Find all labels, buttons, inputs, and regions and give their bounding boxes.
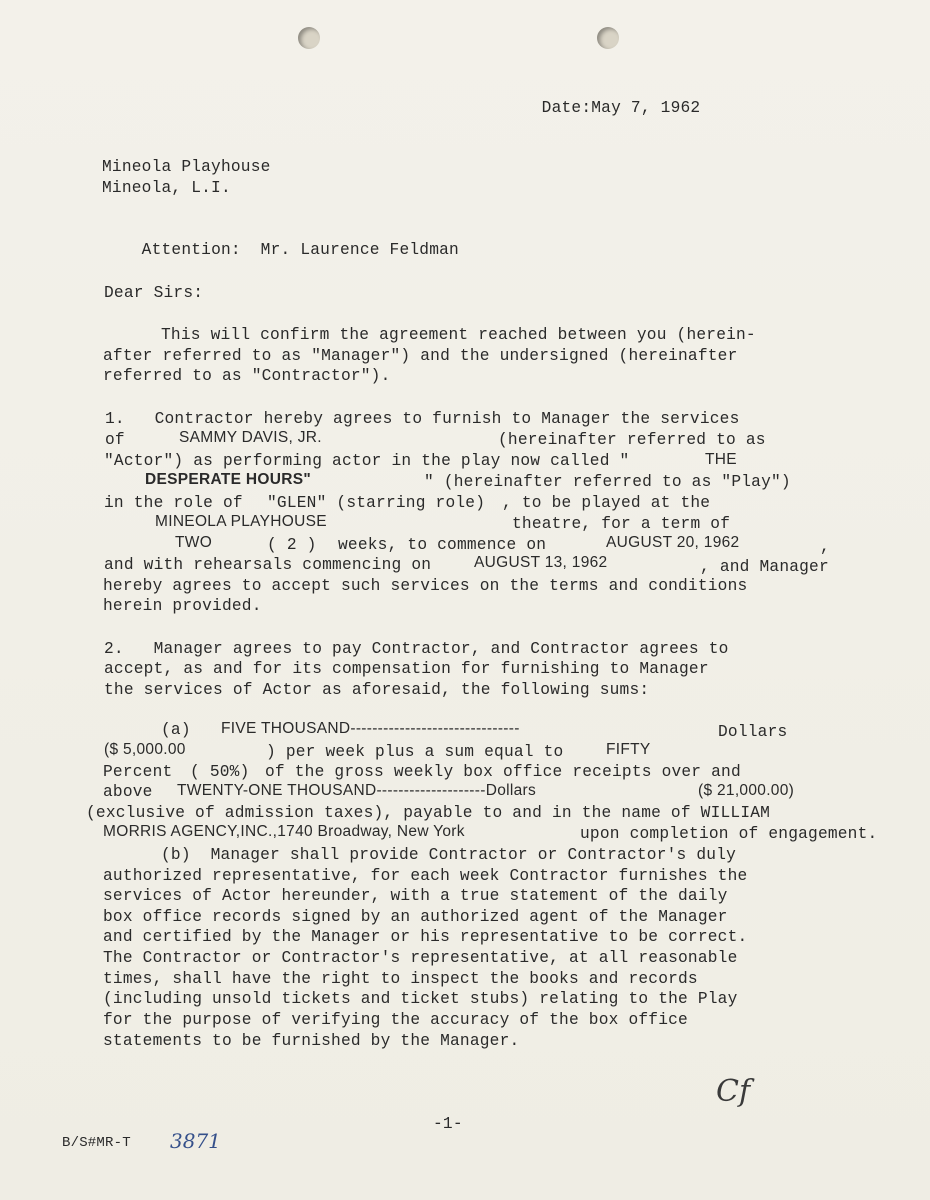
play-title-the: THE <box>705 451 737 468</box>
address-line-1: Mineola Playhouse <box>102 158 271 176</box>
clause2a-line-6-end: upon completion of engagement. <box>580 825 878 843</box>
clause1-line-3: "Actor") as performing actor in the play now called " <box>104 452 630 470</box>
punch-hole-left <box>298 27 320 49</box>
clause2b-line-4: box office records signed by an authorized agent of the Manager <box>103 908 728 926</box>
clause1-comma: , <box>820 538 830 556</box>
agency-address: MORRIS AGENCY,INC.,1740 Broadway, New York <box>103 823 465 840</box>
clause1-line-10: herein provided. <box>103 597 262 615</box>
actor-name: SAMMY DAVIS, JR. <box>179 429 322 446</box>
clause2a-label: (a) <box>161 721 191 739</box>
clause1-line-4-end: " (hereinafter referred to as "Play") <box>424 473 791 491</box>
clause2a-above: above <box>103 783 153 801</box>
clause1-line-2-end: (hereinafter referred to as <box>498 431 766 449</box>
term-words: TWO <box>175 534 213 551</box>
clause2a-line-3-end: of the gross weekly box office receipts over and <box>265 763 741 781</box>
clause2b-line-10: statements to be furnished by the Manager. <box>103 1032 520 1050</box>
clause2a-line-2-mid: ) per week plus a sum equal to <box>266 743 564 761</box>
intro-line-1: This will confirm the agreement reached between you (herein- <box>161 326 756 344</box>
file-number-handwritten: 3871 <box>170 1129 221 1153</box>
start-date: AUGUST 20, 1962 <box>606 534 740 551</box>
term-number: ( 2 ) <box>267 536 317 554</box>
attention-line <box>102 220 459 280</box>
amount-words: FIVE THOUSAND------------------------------- <box>221 720 520 737</box>
threshold-number: ($ 21,000.00) <box>698 782 795 799</box>
clause1-role-label: in the role of <box>104 494 243 512</box>
clause2-line-3: the services of Actor as aforesaid, the following sums: <box>104 681 650 699</box>
intro-line-3: referred to as "Contractor"). <box>103 367 391 385</box>
date-line <box>502 78 700 138</box>
address-line-2: Mineola, L.I. <box>102 179 231 197</box>
clause2a-line-5: (exclusive of admission taxes), payable to and in the name of WILLIAM <box>86 804 771 822</box>
clause2b-line-1: (b) Manager shall provide Contractor or Contractor's duly <box>161 846 737 864</box>
clause2b-line-9: for the purpose of verifying the accuracy of the box office <box>103 1011 688 1029</box>
play-title: DESPERATE HOURS" <box>145 471 312 488</box>
clause2-line-2: accept, as and for its compensation for furnishing to Manager <box>104 660 709 678</box>
dollars-word: Dollars <box>718 723 788 741</box>
handwritten-initials: Cf <box>716 1074 751 1109</box>
punch-hole-right <box>597 27 619 49</box>
date-value: May 7, 1962 <box>591 99 701 117</box>
clause2b-line-5: and certified by the Manager or his representative to be correct. <box>103 928 748 946</box>
salutation: Dear Sirs: <box>104 284 204 302</box>
threshold-words: TWENTY-ONE THOUSAND--------------------Dollars <box>177 782 537 799</box>
clause2-line-1: 2. Manager agrees to pay Contractor, and Contractor agrees to <box>104 640 729 658</box>
attention-label: Attention: <box>141 241 241 259</box>
file-code: B/S#MR-T <box>62 1135 131 1151</box>
clause2a-percent-label: Percent <box>103 763 173 781</box>
clause2b-line-3: services of Actor hereunder, with a true statement of the daily <box>103 887 728 905</box>
rehearsal-date: AUGUST 13, 1962 <box>474 554 608 571</box>
percent-word: FIFTY <box>606 741 651 758</box>
amount-number: ($ 5,000.00 <box>104 741 186 758</box>
page-number: -1- <box>433 1115 463 1133</box>
clause1-line-9: hereby agrees to accept such services on the terms and conditions <box>103 577 748 595</box>
clause1-rehearsals: and with rehearsals commencing on <box>104 556 432 574</box>
percent-number: ( 50%) <box>190 763 250 781</box>
clause2b-line-6: The Contractor or Contractor's representative, at all reasonable <box>103 949 738 967</box>
clause2b-line-8: (including unsold tickets and ticket stubs) relating to the Play <box>103 990 738 1008</box>
clause2b-line-7: times, shall have the right to inspect the books and records <box>103 970 698 988</box>
clause1-line-1: 1. Contractor hereby agrees to furnish to Manager the services <box>105 410 740 428</box>
role-name: "GLEN" (starring role) <box>267 494 486 512</box>
date-label: Date: <box>541 99 592 117</box>
clause1-of: of <box>105 431 125 449</box>
clause1-line-8-end: , and Manager <box>700 558 829 576</box>
clause1-line-6-end: theatre, for a term of <box>512 515 731 533</box>
intro-line-2: after referred to as "Manager") and the undersigned (hereinafter <box>103 347 738 365</box>
clause1-commence: weeks, to commence on <box>338 536 547 554</box>
clause1-line-5-end: , to be played at the <box>502 494 711 512</box>
theatre-name: MINEOLA PLAYHOUSE <box>155 513 327 530</box>
attention-name: Mr. Laurence Feldman <box>260 241 459 259</box>
clause2b-line-2: authorized representative, for each week Contractor furnishes the <box>103 867 748 885</box>
